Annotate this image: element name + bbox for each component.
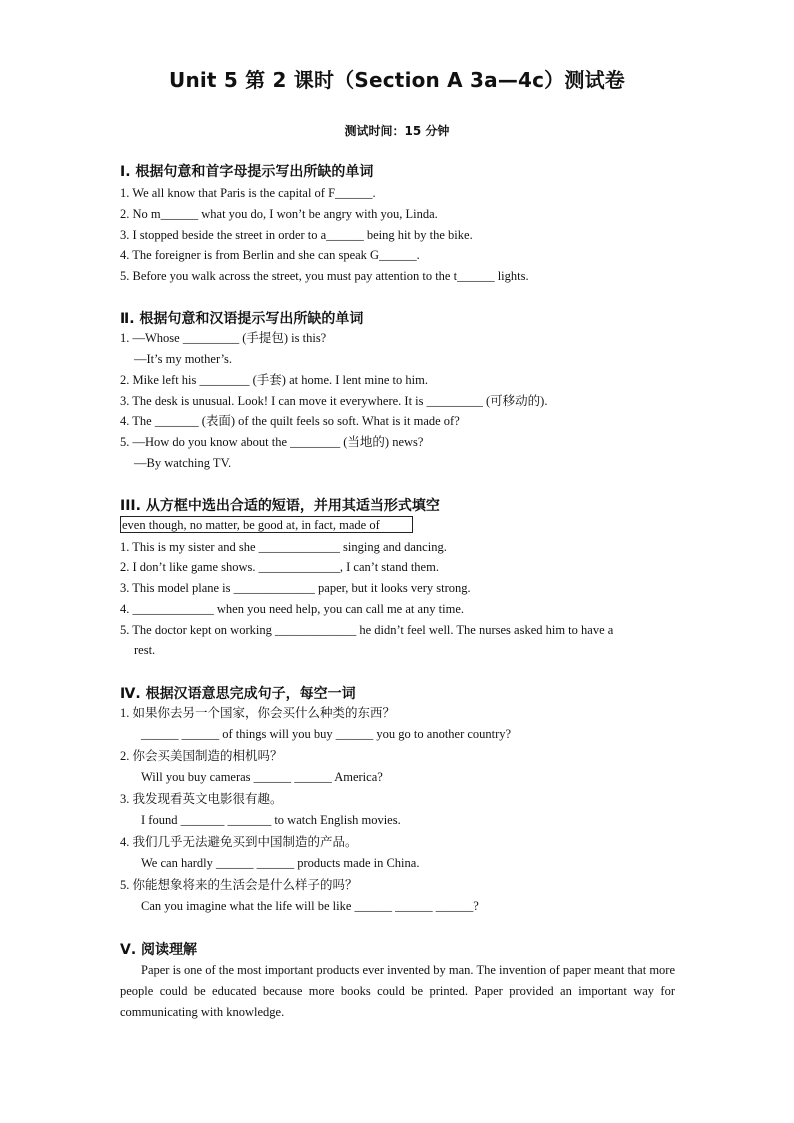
section-2-heading: Ⅱ. 根据句意和汉语提示写出所缺的单词 xyxy=(120,311,364,327)
s4-question-4-cn: 4. 我们几乎无法避免买到中国制造的产品。 xyxy=(120,835,358,849)
s4-question-2-cn: 2. 你会买美国制造的相机吗？ xyxy=(120,749,283,763)
s3-question-3: 3. This model plane is _____________ paper, but it looks very strong. xyxy=(120,581,471,595)
s2-question-1: 1. —Whose _________ (手提包) is this? xyxy=(120,331,327,345)
test-time: 测试时间：15 分钟 xyxy=(344,124,450,138)
s4-question-2-en: Will you buy cameras ______ ______ America? xyxy=(141,770,383,784)
s1-question-2: 2. No m______ what you do, I won’t be angry with you, Linda. xyxy=(120,207,438,221)
section-5-heading: Ⅴ. 阅读理解 xyxy=(120,942,198,958)
s2-question-1-answer: —It’s my mother’s. xyxy=(134,352,233,366)
s2-question-5: 5. —How do you know about the ________ (当地的) news? xyxy=(120,435,424,449)
s1-question-1: 1. We all know that Paris is the capital of F______. xyxy=(120,186,376,200)
s3-question-5: 5. The doctor kept on working _____________ he didn’t feel well. The nurses asked him to have a xyxy=(120,623,614,637)
s3-question-5-cont: rest. xyxy=(134,643,156,657)
s4-question-3-en: I found _______ _______ to watch English movies. xyxy=(141,813,401,827)
s1-question-3: 3. I stopped beside the street in order to a______ being hit by the bike. xyxy=(120,228,473,242)
s4-question-5-en: Can you imagine what the life will be like ______ ______ ______? xyxy=(141,899,479,913)
s3-question-1: 1. This is my sister and she _____________ singing and dancing. xyxy=(120,540,447,554)
s3-question-2: 2. I don’t like game shows. _____________, I can’t stand them. xyxy=(120,560,439,574)
s4-question-1-en: ______ ______ of things will you buy ______ you go to another country? xyxy=(141,727,512,741)
s2-question-2: 2. Mike left his ________ (手套) at home. I lent mine to him. xyxy=(120,373,428,387)
s2-question-4: 4. The _______ (表面) of the quilt feels so soft. What is it made of? xyxy=(120,414,460,428)
s2-question-5-answer: —By watching TV. xyxy=(134,456,232,470)
s4-question-3-cn: 3. 我发现看英文电影很有趣。 xyxy=(120,792,283,806)
section-3-heading: III. 从方框中选出合适的短语，并用其适当形式填空 xyxy=(120,498,440,514)
s4-question-1-cn: 1. 如果你去另一个国家，你会买什么种类的东西？ xyxy=(120,706,396,720)
s2-question-3: 3. The desk is unusual. Look! I can move it everywhere. It is _________ (可移动的). xyxy=(120,394,548,408)
reading-paragraph: Paper is one of the most important products ever invented by man. The invention of paper meant that more people could be educated because more books could be printed. Paper provided an important way for communicating with knowledge. xyxy=(120,963,676,1019)
page-title: Unit 5 第 2 课时（Section A 3a—4c）测试卷 xyxy=(169,68,625,92)
s3-question-4: 4. _____________ when you need help, you can call me at any time. xyxy=(120,602,465,616)
section-1-heading: Ⅰ. 根据句意和首字母提示写出所缺的单词 xyxy=(120,164,374,180)
s4-question-4-en: We can hardly ______ ______ products made in China. xyxy=(141,856,420,870)
section-4-heading: Ⅳ. 根据汉语意思完成句子，每空一词 xyxy=(120,686,356,702)
s4-question-5-cn: 5. 你能想象将来的生活会是什么样子的吗？ xyxy=(120,878,358,892)
phrase-box: even though, no matter, be good at, in fact, made of xyxy=(120,516,413,533)
s1-question-4: 4. The foreigner is from Berlin and she can speak G______. xyxy=(120,248,420,262)
s1-question-5: 5. Before you walk across the street, you must pay attention to the t______ lights. xyxy=(120,269,529,283)
